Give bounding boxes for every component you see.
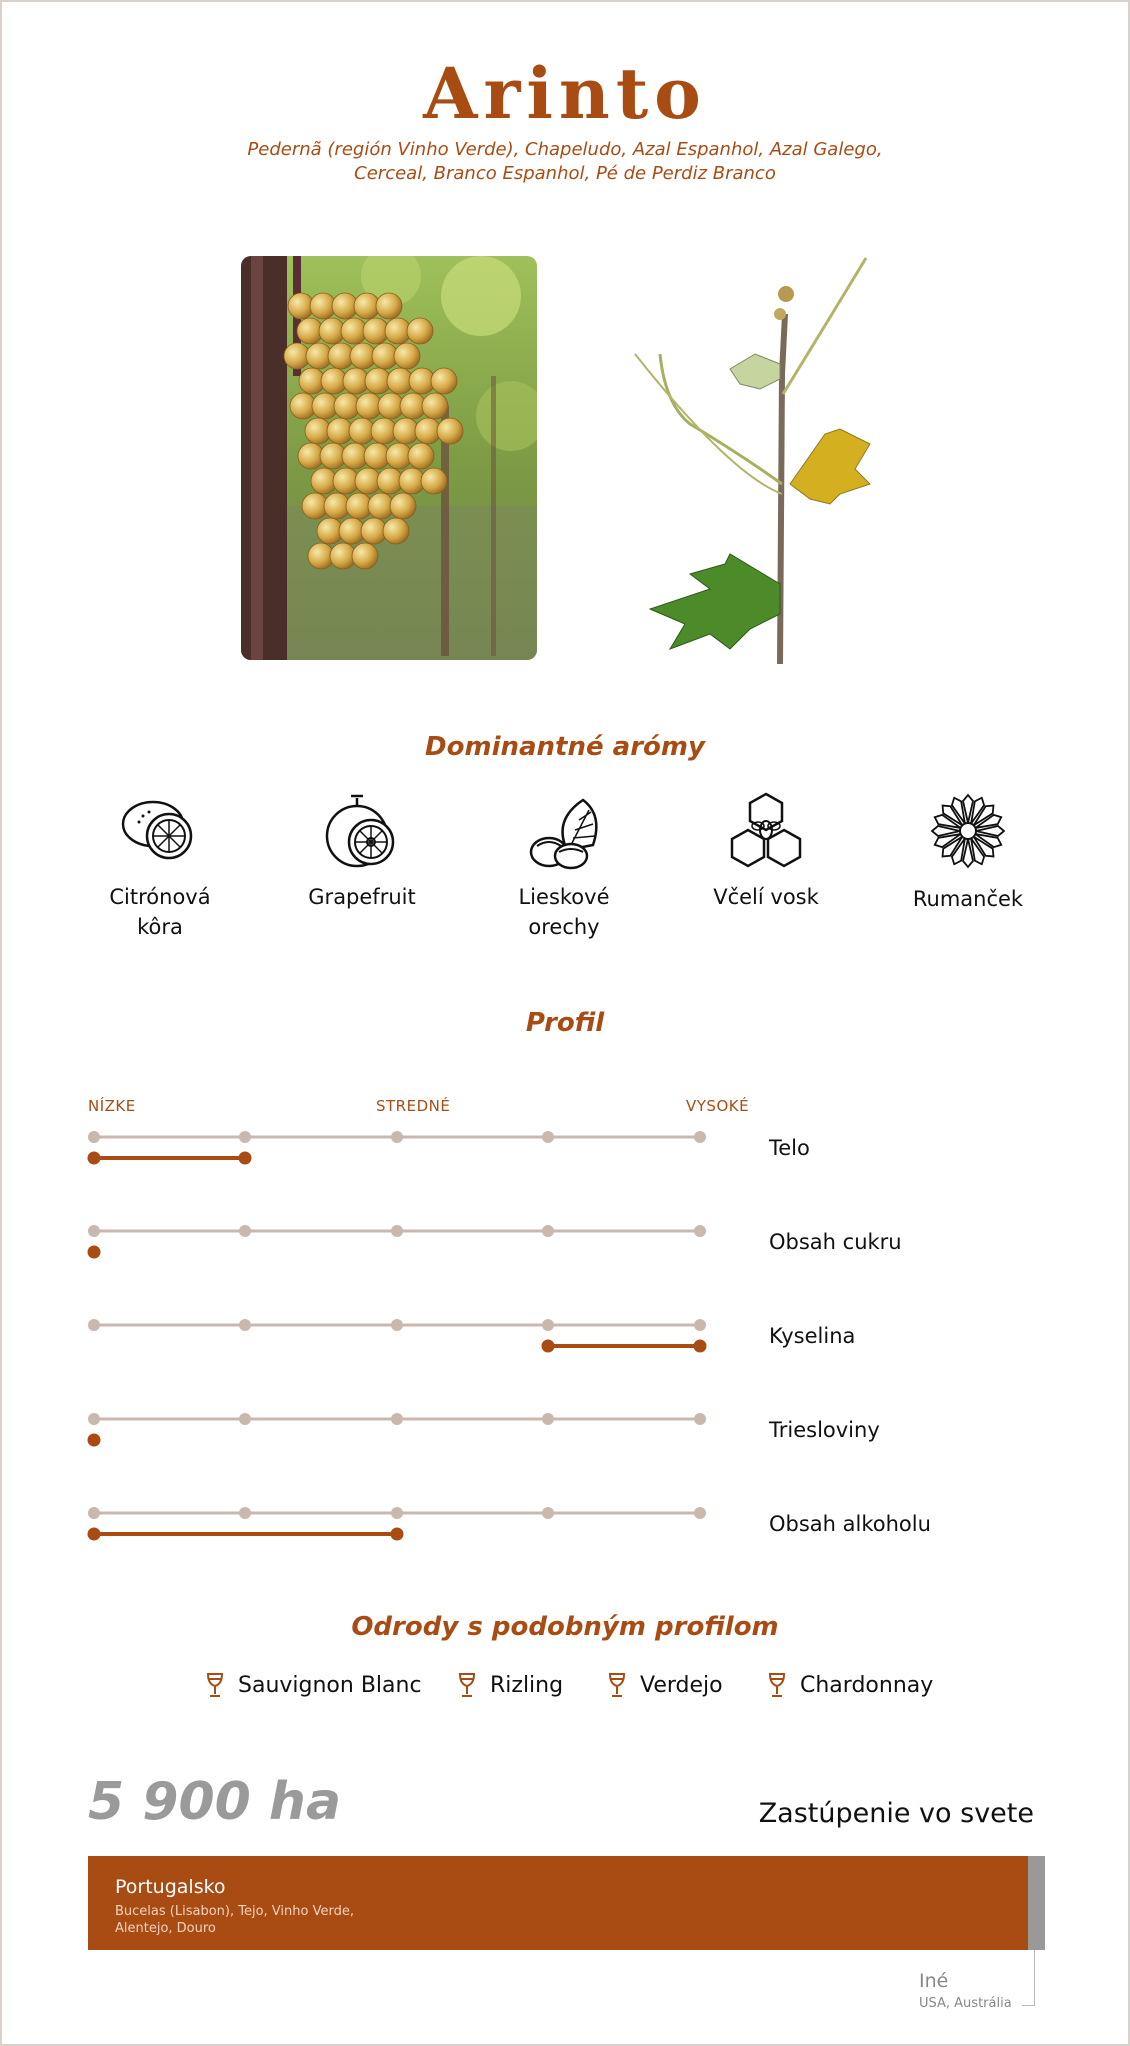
- profile-track-dot: [239, 1225, 251, 1237]
- other-connector-tick: [1022, 2005, 1035, 2006]
- profile-value-dot: [88, 1434, 101, 1447]
- profile-track-dot: [694, 1413, 706, 1425]
- profile-track-dot: [542, 1131, 554, 1143]
- profile-track-dot: [542, 1225, 554, 1237]
- profile-value-dot: [239, 1152, 252, 1165]
- hectares-total: 5 900 ha: [88, 1772, 342, 1832]
- profile-value-dot: [88, 1246, 101, 1259]
- profile-track-dot: [694, 1319, 706, 1331]
- aroma-label: Rumanček: [912, 887, 1024, 911]
- synonyms-line-2: Cerceal, Branco Espanhol, Pé de Perdiz Branco: [354, 163, 776, 184]
- profile-track-dot: [88, 1507, 100, 1519]
- similar-item[interactable]: [458, 1672, 563, 1698]
- other-regions: USA, Austrália: [919, 1996, 1012, 2011]
- profile-value-dot: [88, 1152, 101, 1165]
- wine-glass-icon: [458, 1672, 476, 1698]
- world-distribution-title: Zastúpenie vo svete: [758, 1798, 1034, 1829]
- profile-track-dot: [88, 1131, 100, 1143]
- profile-track-dot: [542, 1413, 554, 1425]
- profile-track-dot: [391, 1225, 403, 1237]
- profile-value-dot: [694, 1340, 707, 1353]
- similar-item[interactable]: [608, 1672, 723, 1698]
- similar-item-label: Chardonnay: [800, 1672, 934, 1698]
- profile-title: Profil: [525, 1008, 605, 1038]
- profile-track-dot: [391, 1131, 403, 1143]
- scale-label-low: NÍZKE: [88, 1097, 136, 1115]
- similar-title: Odrody s podobným profilom: [351, 1612, 779, 1642]
- profile-track-dot: [694, 1507, 706, 1519]
- profile-name-body: Telo: [769, 1136, 810, 1160]
- aroma-label: Grapefruit: [308, 885, 416, 909]
- scale-label-high: VYSOKÉ: [686, 1097, 750, 1115]
- profile-value-dot: [391, 1528, 404, 1541]
- profile-track-dot: [88, 1225, 100, 1237]
- profile-track-dot: [239, 1319, 251, 1331]
- profile-value-dot: [88, 1528, 101, 1541]
- profile-track-dot: [391, 1413, 403, 1425]
- main-country-regions: Bucelas (Lisabon), Tejo, Vinho Verde, Alentejo, Douro: [115, 1904, 354, 1936]
- similar-item-label: Verdejo: [640, 1672, 723, 1698]
- other-label: Iné: [919, 1970, 949, 1992]
- scale-label-mid: STREDNÉ: [376, 1097, 451, 1115]
- similar-item[interactable]: [768, 1672, 933, 1698]
- aroma-label: Citrónová kôra: [109, 885, 211, 939]
- profile-track-dot: [542, 1507, 554, 1519]
- profile-name-alcohol: Obsah alkoholu: [769, 1512, 931, 1536]
- similar-item[interactable]: [206, 1672, 422, 1698]
- profile-track-dot: [239, 1507, 251, 1519]
- wine-glass-icon: [608, 1672, 626, 1698]
- aroma-label: Lieskové orechy: [518, 885, 610, 939]
- similar-item-label: Sauvignon Blanc: [238, 1672, 422, 1698]
- profile-name-acidity: Kyselina: [769, 1324, 856, 1348]
- aromas-title: Dominantné arómy: [425, 732, 705, 762]
- profile-track-dot: [694, 1225, 706, 1237]
- profile-name-tannins: Triesloviny: [769, 1418, 880, 1442]
- profile-track-dot: [391, 1319, 403, 1331]
- other-connector-line: [1034, 1950, 1035, 2006]
- profile-track-dot: [694, 1131, 706, 1143]
- profile-track-dot: [391, 1507, 403, 1519]
- variety-title: Arinto: [423, 52, 707, 135]
- profile-track-dot: [239, 1131, 251, 1143]
- wine-glass-icon: [768, 1672, 786, 1698]
- similar-item-label: Rizling: [490, 1672, 564, 1698]
- profile-value-dot: [542, 1340, 555, 1353]
- profile-track-dot: [88, 1413, 100, 1425]
- synonyms-line-1: Pedernã (región Vinho Verde), Chapeludo, Azal Espanhol, Azal Galego,: [247, 139, 883, 160]
- wine-glass-icon: [206, 1672, 224, 1698]
- profile-track-dot: [239, 1413, 251, 1425]
- profile-track-dot: [88, 1319, 100, 1331]
- profile-track-dot: [542, 1319, 554, 1331]
- distribution-bar-other: [1028, 1856, 1045, 1950]
- aroma-label: Včelí vosk: [713, 885, 819, 909]
- main-country-name: Portugalsko: [115, 1876, 226, 1898]
- profile-name-sugar: Obsah cukru: [769, 1230, 902, 1254]
